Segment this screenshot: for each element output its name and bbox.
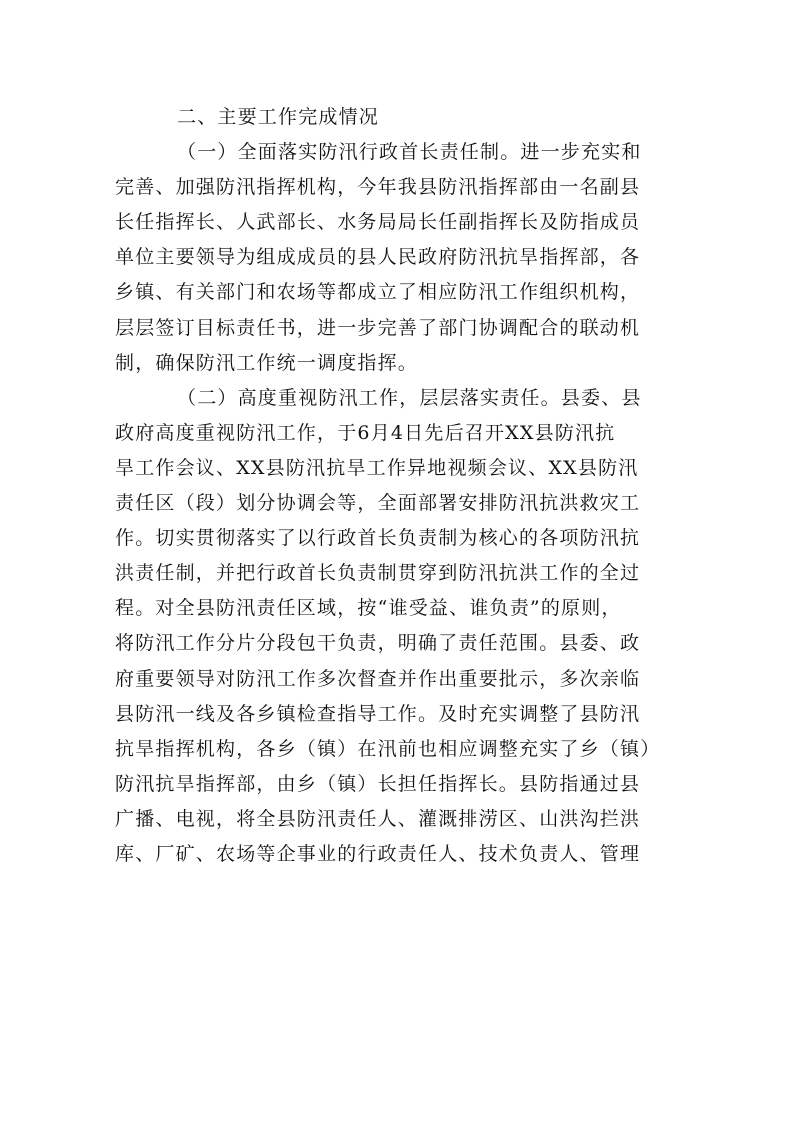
paragraph-2 — [115, 381, 681, 872]
paragraph-line: 抗旱指挥机构，各乡（镇）在汛前也相应调整充实了乡（镇） — [115, 737, 661, 760]
paragraph-line: 县防汛一线及各乡镇检查指导工作。及时充实调整了县防汛 — [115, 702, 641, 725]
paragraph-line: 完善、加强防汛指挥机构，今年我县防汛指挥部由一名副县 — [115, 176, 641, 199]
paragraph-line: 广播、电视，将全县防汛责任人、灌溉排涝区、山洪沟拦洪 — [115, 807, 641, 830]
paragraph-line: 旱工作会议、XX县防汛抗旱工作异地视频会议、XX县防汛 — [115, 456, 639, 479]
section-heading: 二、主要工作完成情况 — [177, 106, 380, 128]
document-body — [115, 100, 681, 872]
paragraph-line: 长任指挥长、人武部长、水务局局长任副指挥长及防指成员 — [115, 211, 641, 234]
paragraph-line: 程。对全县防汛责任区域，按“谁受益、谁负责”的原则， — [115, 597, 622, 620]
paragraph-line: 单位主要领导为组成成员的县人民政府防汛抗旱指挥部，各 — [115, 246, 641, 269]
paragraph-line: 防汛抗旱指挥部，由乡（镇）长担任指挥长。县防指通过县 — [115, 772, 641, 795]
paragraph-line: （二）高度重视防汛工作，层层落实责任。县委、县 — [177, 386, 642, 409]
paragraph-line: 政府高度重视防汛工作，于6月4日先后召开XX县防汛抗 — [115, 421, 616, 444]
paragraph-line: 将防汛工作分片分段包干负责，明确了责任范围。县委、政 — [115, 632, 641, 655]
paragraph-line: 乡镇、有关部门和农场等都成立了相应防汛工作组织机构， — [115, 281, 641, 304]
paragraph-line: 洪责任制，并把行政首长负责制贯穿到防汛抗洪工作的全过 — [115, 562, 641, 585]
paragraph-line: 府重要领导对防汛工作多次督查并作出重要批示，多次亲临 — [115, 667, 641, 690]
paragraph-line: 库、厂矿、农场等企事业的行政责任人、技术负责人、管理 — [115, 842, 641, 865]
paragraph-1 — [115, 135, 681, 381]
paragraph-line: （一）全面落实防汛行政首长责任制。进一步充实和 — [177, 141, 642, 164]
paragraph-line: 作。切实贯彻落实了以行政首长负责制为核心的各项防汛抗 — [115, 527, 641, 550]
paragraph-line: 层层签订目标责任书，进一步完善了部门协调配合的联动机 — [115, 316, 641, 339]
paragraph-line: 责任区（段）划分协调会等，全面部署安排防汛抗洪救灾工 — [115, 492, 641, 515]
paragraph-line: 制，确保防汛工作统一调度指挥。 — [115, 351, 419, 374]
